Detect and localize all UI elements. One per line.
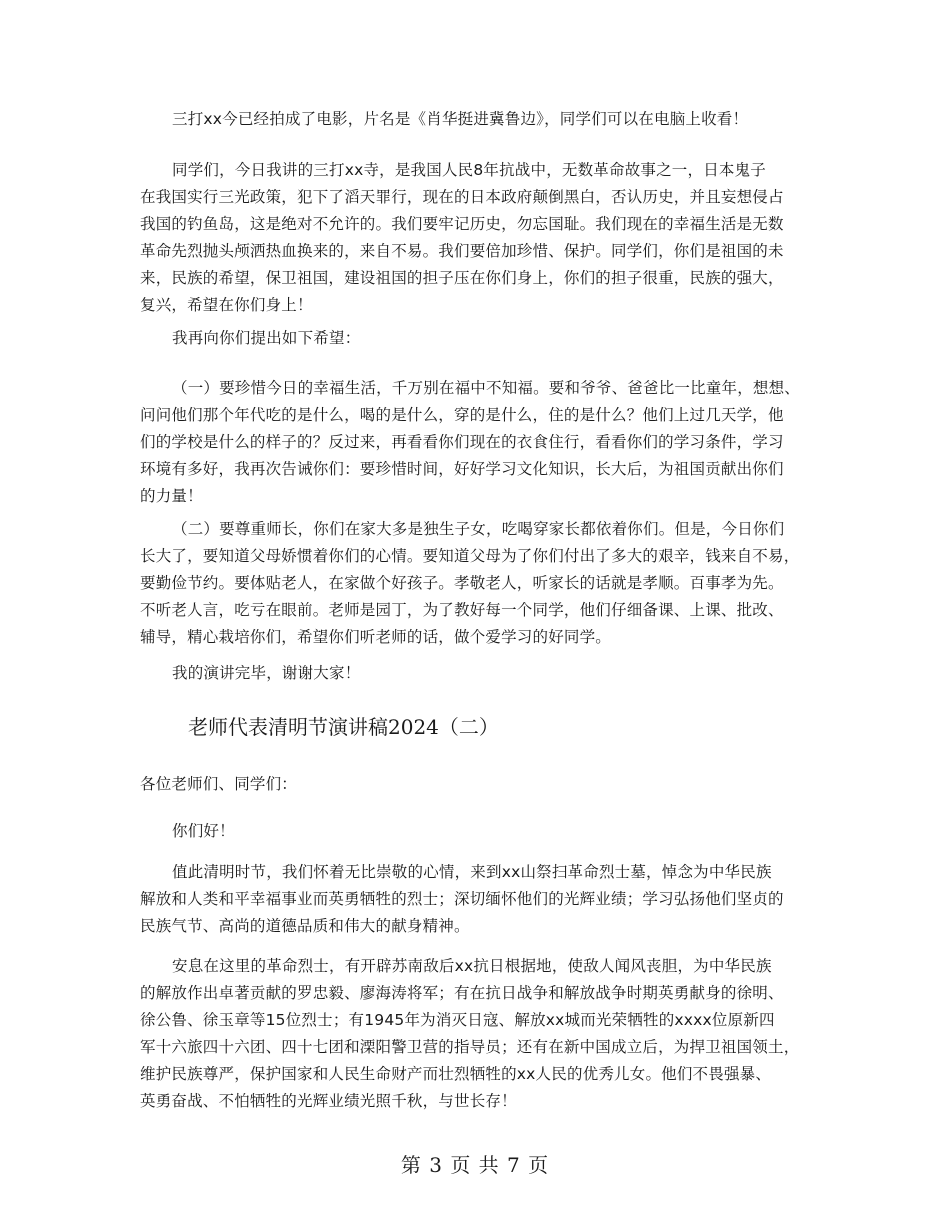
text-line: 在我国实行三光政策，犯下了滔天罪行，现在的日本政府颠倒黑白，否认历史，并且妄想侵占 — [140, 188, 784, 206]
paragraph-closing — [140, 660, 820, 687]
text-line: 复兴，希望在你们身上！ — [140, 296, 313, 314]
text-line: 们的学校是什么的样子的？反过来，再看看你们现在的衣食住行，看看你们的学习条件，学习 — [140, 433, 784, 451]
text-line: 问问他们那个年代吃的是什么，喝的是什么，穿的是什么，住的是什么？他们上过几天学，他 — [140, 406, 784, 424]
paragraph-salutation — [140, 771, 820, 798]
text-line: （一）要珍惜今日的幸福生活，千万别在福中不知福。要和爷爷、爸爸比一比童年，想想、 — [172, 379, 801, 397]
text-line: 安息在这里的革命烈士，有开辟苏南敌后xx抗日根据地，使敌人闻风丧胆，为中华民族 — [172, 957, 772, 975]
paragraph-hopes-intro — [140, 325, 820, 352]
text-line: 我的演讲完毕，谢谢大家！ — [172, 664, 361, 682]
text-line: （二）要尊重师长，你们在家大多是独生子女，吃喝穿家长都依着你们。但是，今日你们 — [172, 520, 785, 538]
text-line: 同学们，今日我讲的三打xx寺，是我国人民8年抗战中，无数革命故事之一，日本鬼子 — [172, 161, 767, 179]
text-line: 三打xx今已经拍成了电影，片名是《肖华挺进冀鲁边》，同学们可以在电脑上收看！ — [172, 110, 749, 128]
text-line: 要勤俭节约。要体贴老人，在家做个好孩子。孝敬老人，听家长的话就是孝顺。百事孝为先。 — [140, 574, 784, 592]
text-line: 辅导，精心栽培你们，希望你们听老师的话，做个爱学习的好同学。 — [140, 628, 612, 646]
text-line: 来，民族的希望，保卫祖国，建设祖国的担子压在你们身上，你们的担子很重，民族的强大， — [140, 269, 784, 287]
paragraph-martyrs — [140, 953, 820, 1115]
text-line: 值此清明时节，我们怀着无比崇敬的心情，来到xx山祭扫革命烈士墓，悼念为中华民族 — [172, 863, 772, 881]
text-line: 环境有多好，我再次告诫你们：要珍惜时间，好好学习文化知识，长大后，为祖国贡献出你们 — [140, 460, 784, 478]
section-heading: 老师代表清明节演讲稿2024（二） — [188, 715, 499, 739]
text-line: 长大了，要知道父母娇惯着你们的心情。要知道父母为了你们付出了多大的艰辛，钱来自不易， — [140, 547, 800, 565]
text-line: 你们好！ — [172, 822, 235, 840]
paragraph-greeting — [140, 818, 820, 845]
text-line: 各位老师们、同学们： — [140, 775, 298, 793]
text-line: 徐公鲁、徐玉章等15位烈士；有1945年为消灭日寇、解放xx城而光荣牺牲的xxxx位原新四 — [140, 1011, 775, 1029]
paragraph-movie-note — [140, 106, 820, 133]
text-line: 解放和人类和平幸福事业而英勇牺牲的烈士；深切缅怀他们的光辉业绩；学习弘扬他们坚贞的 — [140, 890, 784, 908]
paragraph-hope-one — [140, 375, 820, 510]
text-line: 维护民族尊严，保护国家和人民生命财产而壮烈牺牲的xx人民的优秀儿女。他们不畏强暴、 — [140, 1065, 772, 1083]
text-line: 的解放作出卓著贡献的罗忠毅、廖海涛将军；有在抗日战争和解放战争时期英勇献身的徐明、 — [140, 984, 784, 1002]
text-line: 革命先烈抛头颅洒热血换来的，来自不易。我们要倍加珍惜、保护。同学们，你们是祖国的未 — [140, 242, 784, 260]
text-line: 我再向你们提出如下希望： — [172, 329, 361, 347]
paragraph-history — [140, 157, 820, 319]
paragraph-hope-two — [140, 516, 820, 651]
paragraph-qingming — [140, 859, 820, 940]
text-line: 民族气节、高尚的道德品质和伟大的献身精神。 — [140, 917, 470, 935]
text-line: 的力量！ — [140, 487, 203, 505]
text-line: 我国的钓鱼岛，这是绝对不允许的。我们要牢记历史，勿忘国耻。我们现在的幸福生活是无数 — [140, 215, 784, 233]
text-line: 军十六旅四十六团、四十七团和溧阳警卫营的指导员；还有在新中国成立后，为捍卫祖国领土， — [140, 1038, 800, 1056]
text-line: 英勇奋战、不怕牺牲的光辉业绩光照千秋，与世长存！ — [140, 1092, 517, 1110]
page-number-footer: 第 3 页 共 7 页 — [400, 1153, 550, 1177]
text-line: 不听老人言，吃亏在眼前。老师是园丁，为了教好每一个同学，他们仔细备课、上课、批改、 — [140, 601, 784, 619]
